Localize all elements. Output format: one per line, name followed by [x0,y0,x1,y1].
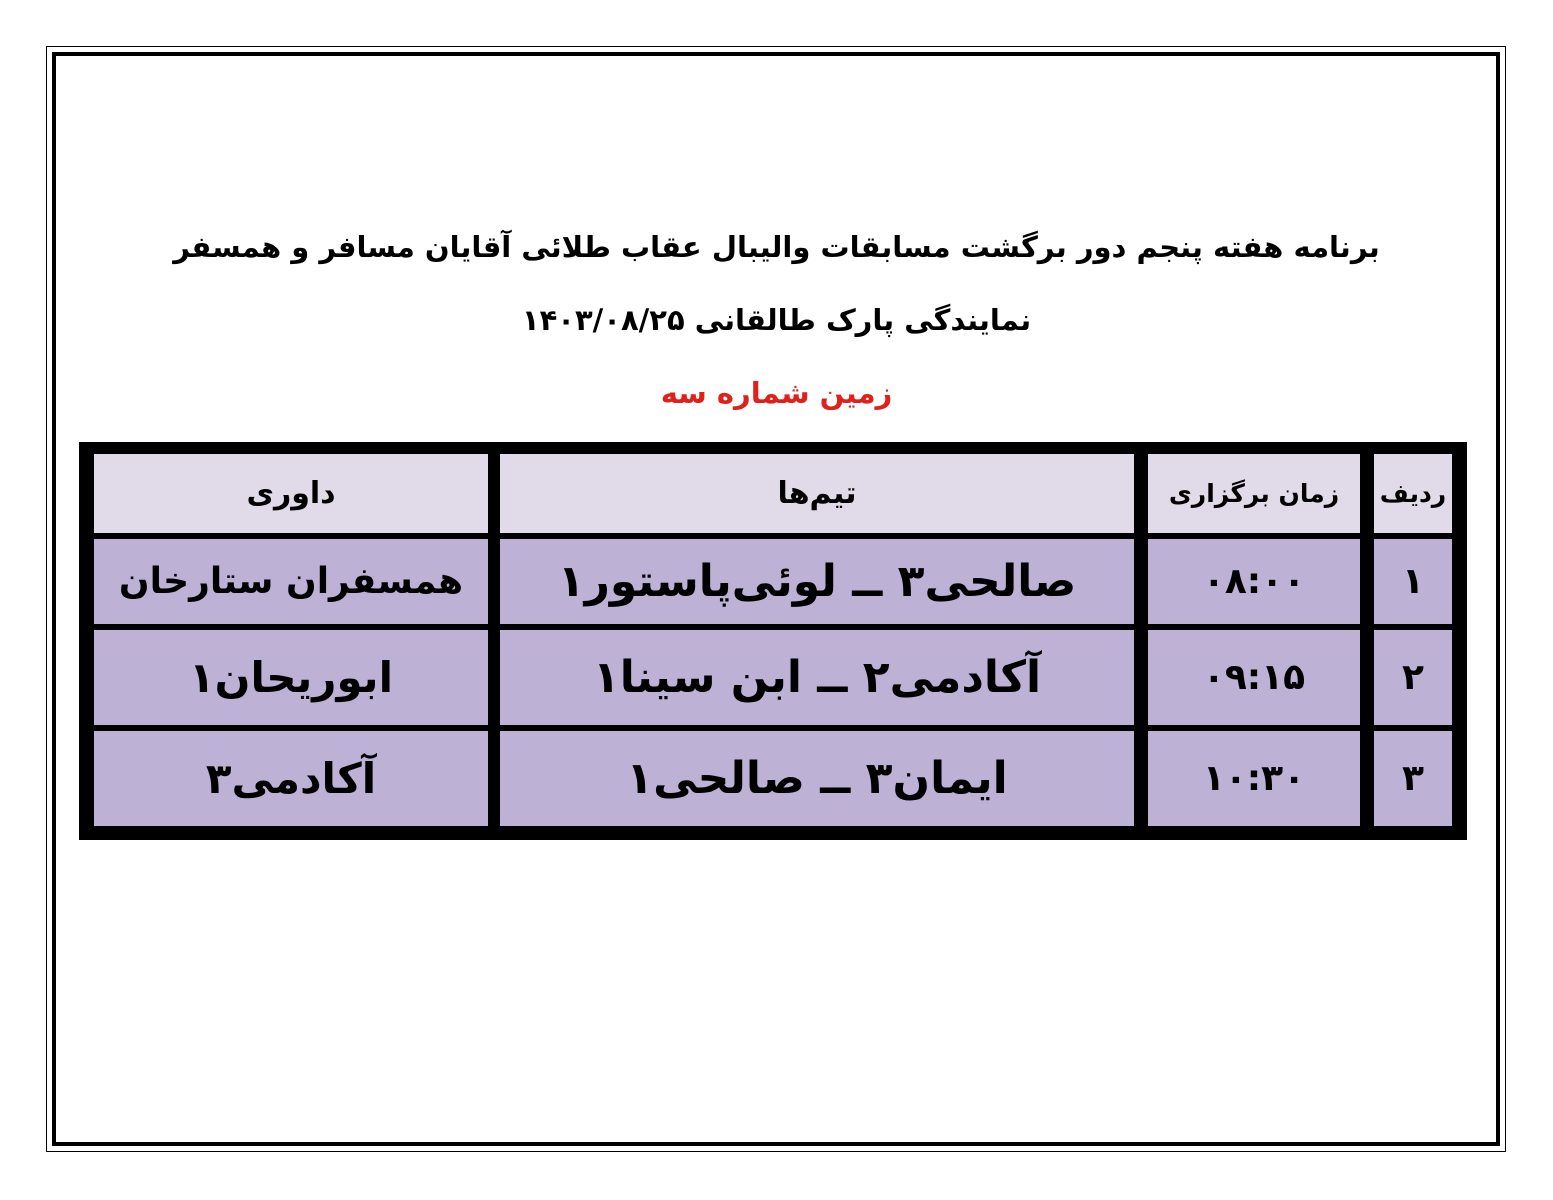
table-row [91,536,1455,627]
match-time: ۰۸:۰۰ [1145,536,1363,627]
document-subtitle: نمایندگی پارک طالقانی ۱۴۰۳/۰۸/۲۵ [521,303,1032,337]
match-referee: ابوریحان۱ [91,627,491,728]
table-row [91,728,1455,829]
match-time: ۱۰:۳۰ [1145,728,1363,829]
header-time: زمان برگزاری [1145,451,1363,536]
schedule-table [91,451,1455,829]
match-teams: صالحی۳ ــ لوئی‌پاستور۱ [497,536,1137,627]
court-label: زمین شماره سه [660,376,893,410]
document-title: برنامه هفته پنجم دور برگشت مسابقات والیبال عقاب طلائی آقایان مسافر و همسفر [173,230,1380,264]
table-header-row [91,451,1455,536]
table-row [91,627,1455,728]
row-number: ۳ [1371,728,1455,829]
match-teams: ایمان۳ ــ صالحی۱ [497,728,1137,829]
match-teams: آکادمی۲ ــ ابن سینا۱ [497,627,1137,728]
header-row-number: ردیف [1371,451,1455,536]
match-referee: همسفران ستارخان [91,536,491,627]
header-referee: داوری [91,451,491,536]
row-number: ۲ [1371,627,1455,728]
header-teams: تیم‌ها [497,451,1137,536]
schedule-table-container [79,442,1467,840]
match-referee: آکادمی۳ [91,728,491,829]
row-number: ۱ [1371,536,1455,627]
match-time: ۰۹:۱۵ [1145,627,1363,728]
